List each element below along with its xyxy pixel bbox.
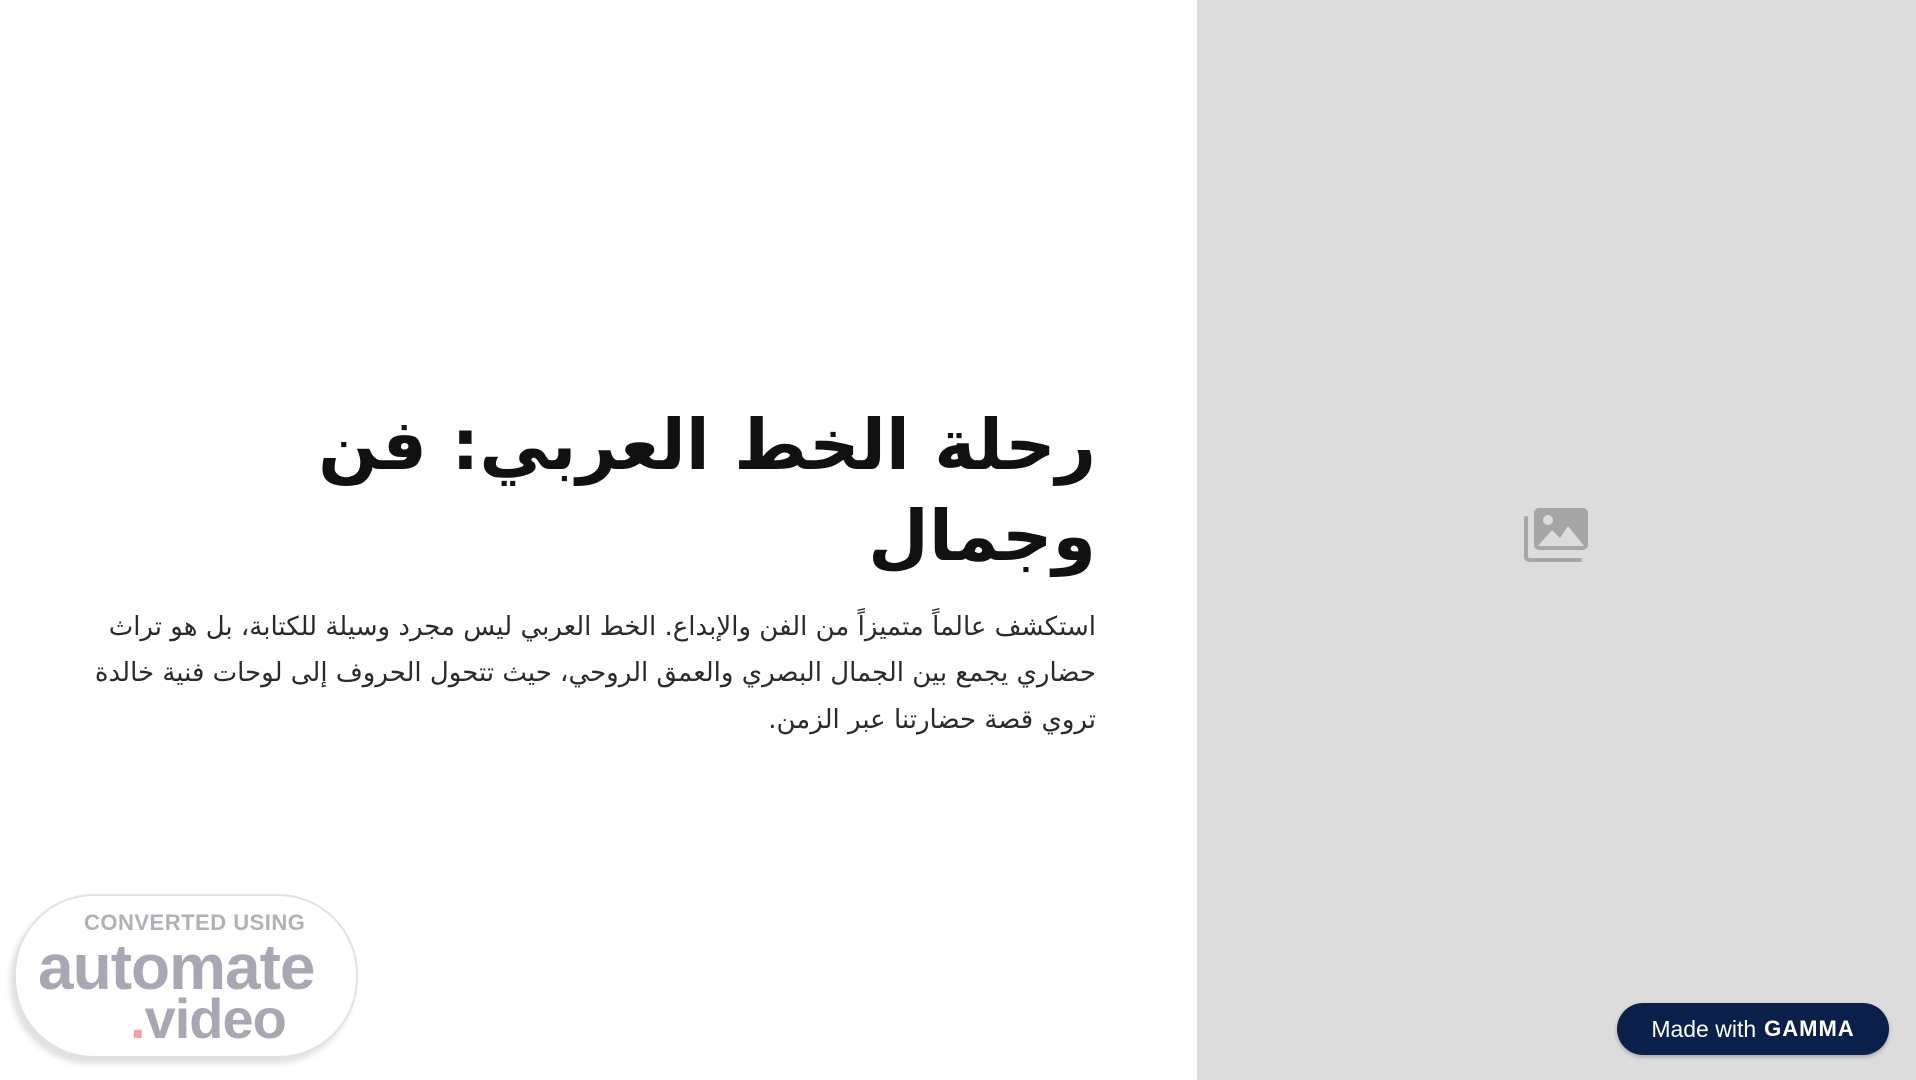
slide-title: رحلة الخط العربي: فن وجمال	[318, 404, 1096, 577]
watermark-logo-line2	[130, 986, 286, 1051]
slide-content	[86, 400, 1096, 743]
badge-prefix: Made with	[1651, 1015, 1757, 1042]
watermark-logo-line1: automate	[38, 931, 315, 1003]
gamma-logo: GAMMA	[1764, 1016, 1855, 1041]
image-placeholder-icon	[1522, 506, 1590, 562]
watermark-badge	[14, 894, 358, 1058]
watermark-caption: CONVERTED USING	[84, 910, 306, 935]
watermark-dot: .	[130, 987, 145, 1050]
watermark-logo-word: video	[144, 987, 286, 1050]
slide-body-text: استكشف عالماً متميزاً من الفن والإبداع. الخط العربي ليس مجرد وسيلة للكتابة، بل هو تراث حضاري يجمع بين الجمال البصري والعمق الروحي، حيث تتحول الحروف إلى لوحات فنية خالدة تروي قصة حضارتنا عبر الزمن.	[94, 612, 1096, 735]
made-with-gamma-button[interactable]	[1617, 1003, 1889, 1055]
